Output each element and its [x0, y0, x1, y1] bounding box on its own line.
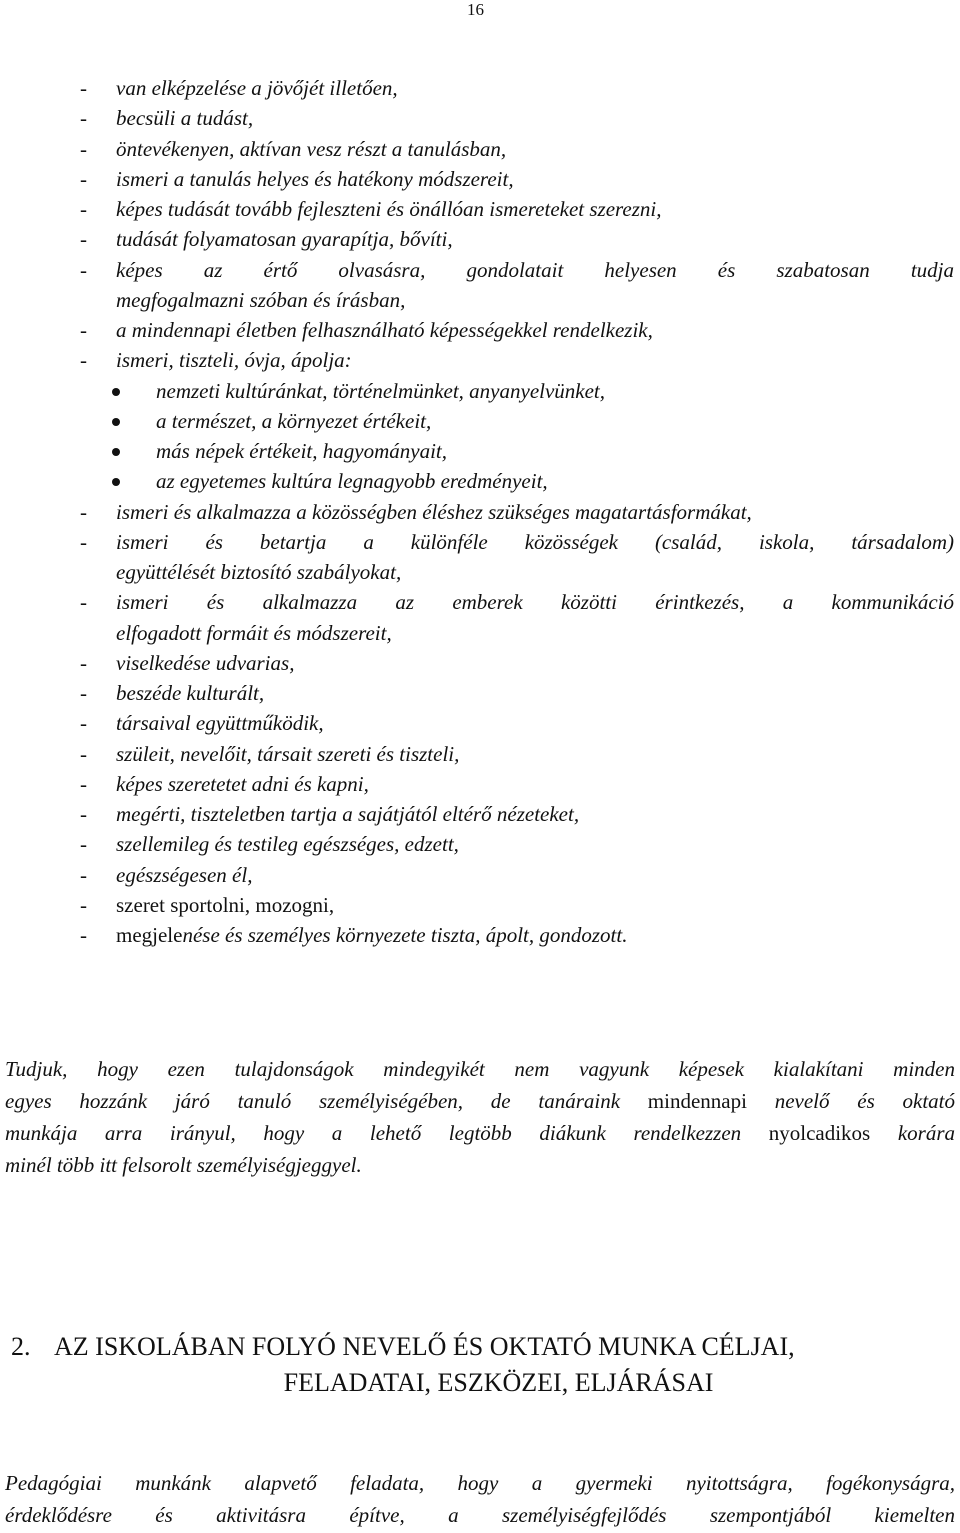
dash-marker: - — [80, 771, 87, 796]
paragraph-line — [5, 1053, 955, 1085]
paragraph-line-text: minél több itt felsorolt személyiségjeggyel. — [5, 1153, 362, 1177]
list-item-text: társaival együttműködik, — [116, 711, 324, 736]
list-item-text: szeret sportolni, mozogni, — [116, 892, 335, 917]
intro-paragraph — [5, 1467, 955, 1531]
list-item-text: öntevékenyen, aktívan vesz részt a tanulásban, — [116, 136, 507, 161]
list-item-text: a mindennapi életben felhasználható képességekkel rendelkezik, — [116, 318, 653, 342]
list-item — [0, 769, 960, 799]
list-item — [0, 164, 960, 194]
list-item-text: elfogadott formáit és módszereit, — [116, 620, 392, 645]
list-item — [0, 890, 960, 920]
bullet-item-text: az egyetemes kultúra legnagyobb eredményeit, — [156, 469, 548, 494]
paragraph-line: érdeklődésre és aktivitásra építve, a személyiségfejlődés szempontjából kiemelten — [5, 1503, 955, 1527]
bullet-item-text: más népek értékeit, hagyományait, — [156, 439, 447, 463]
dash-marker: - — [80, 166, 87, 191]
list-item-text: képes tudását tovább fejleszteni és önállóan ismereteket szerezni, — [116, 197, 662, 221]
list-item-text: szüleit, nevelőit, társait szereti és tiszteli, — [116, 741, 460, 766]
dash-marker: - — [80, 832, 87, 857]
summary-paragraph — [5, 1053, 955, 1181]
list-item-text: ismeri és alkalmazza az emberek közötti érintkezés, a kommunikáció — [116, 590, 954, 615]
bullet-icon — [112, 448, 120, 456]
list-item — [0, 708, 960, 738]
dash-marker: - — [80, 892, 87, 917]
paragraph-line-text: Tudjuk, hogy ezen tulajdonságok mindegyikét nem vagyunk képesek kialakítani minden — [5, 1057, 955, 1081]
list-item — [0, 648, 960, 678]
list-item-text: szellemileg és testileg egészséges, edzett, — [116, 832, 459, 857]
bullet-item-text: nemzeti kultúránkat, történelmünket, anyanyelvünket, — [156, 378, 606, 403]
paragraph-line-text: munkája arra irányul, hogy a lehető legtöbb diákunk rendelkezzen — [5, 1121, 769, 1145]
list-item — [0, 134, 960, 164]
dash-marker: - — [80, 76, 87, 100]
dash-marker: - — [80, 923, 87, 947]
paragraph-line-upright: nyolcadikos — [768, 1121, 871, 1145]
bullet-icon — [112, 478, 120, 486]
list-item-text — [116, 920, 954, 950]
list-item-text: együttélését biztosító szabályokat, — [116, 560, 402, 584]
list-item — [0, 255, 960, 285]
paragraph-line — [5, 1117, 955, 1149]
dash-marker: - — [80, 499, 87, 524]
page-number: 16 — [467, 0, 484, 19]
dash-marker: - — [80, 802, 87, 826]
paragraph-line: Pedagógiai munkánk alapvető feladata, hogy a gyermeki nyitottságra, fogékonyságra, — [5, 1471, 955, 1495]
list-item-text: beszéde kulturált, — [116, 681, 265, 705]
bullet-item — [0, 466, 960, 496]
bullet-icon — [112, 418, 120, 426]
list-item — [0, 587, 960, 617]
list-item-continuation — [0, 557, 960, 587]
list-item — [0, 860, 960, 890]
paragraph-line-text: korára — [870, 1121, 955, 1145]
list-item — [0, 829, 960, 859]
list-item-text-upright-part: megjele — [116, 923, 183, 947]
list-item — [0, 103, 960, 133]
list-item — [0, 345, 960, 375]
list-item-continuation — [0, 285, 960, 315]
dash-marker: - — [80, 741, 87, 766]
dash-marker: - — [80, 529, 87, 554]
list-item-text: van elképzelése a jövőjét illetően, — [116, 76, 398, 100]
dash-marker: - — [80, 862, 87, 887]
paragraph-line-upright: mindennapi — [647, 1089, 747, 1113]
trait-list — [0, 73, 960, 950]
bullet-item — [0, 406, 960, 436]
list-item — [0, 315, 960, 345]
list-item — [0, 799, 960, 829]
dash-marker: - — [80, 348, 87, 373]
dash-marker: - — [80, 650, 87, 675]
bullet-item-text: a természet, a környezet értékeit, — [156, 408, 432, 433]
dash-marker: - — [80, 681, 87, 705]
list-item-text: megérti, tiszteletben tartja a sajátjától eltérő nézeteket, — [116, 802, 580, 826]
bullet-item — [0, 436, 960, 466]
dash-marker: - — [80, 318, 87, 342]
list-item — [0, 920, 960, 950]
dash-marker: - — [80, 590, 87, 615]
list-item-text: viselkedése udvarias, — [116, 650, 295, 675]
list-item-text: ismeri és betartja a különféle közösségek (család, iskola, társadalom) — [116, 529, 954, 554]
dash-marker: - — [80, 257, 87, 282]
list-item-text: ismeri, tiszteli, óvja, ápolja: — [116, 348, 352, 373]
heading-title-line-1: AZ ISKOLÁBAN FOLYÓ NEVELŐ ÉS OKTATÓ MUNKA CÉLJAI, — [54, 1332, 795, 1361]
bullet-item — [0, 376, 960, 406]
list-item-text-italic-part: nése és személyes környezete tiszta, ápolt, gondozott. — [182, 923, 628, 947]
list-item-continuation — [0, 618, 960, 648]
dash-marker: - — [80, 136, 87, 161]
list-item — [0, 678, 960, 708]
dash-marker: - — [80, 106, 87, 131]
list-item-text: képes szeretetet adni és kapni, — [116, 771, 369, 796]
list-item — [0, 739, 960, 769]
list-item — [0, 527, 960, 557]
list-item — [0, 224, 960, 254]
list-item-text: egészségesen él, — [116, 862, 253, 887]
dash-marker: - — [80, 227, 87, 252]
paragraph-line — [5, 1149, 955, 1181]
dash-marker: - — [80, 197, 87, 221]
list-item — [0, 497, 960, 527]
list-item-text: képes az értő olvasásra, gondolatait helyesen és szabatosan tudja — [116, 257, 954, 282]
heading-title-line-2: FELADATAI, ESZKÖZEI, ELJÁRÁSAI — [283, 1368, 714, 1397]
list-item-text: ismeri és alkalmazza a közösségben éléshez szükséges magatartásformákat, — [116, 499, 752, 524]
heading-number: 2. — [11, 1332, 31, 1361]
list-item-text: tudását folyamatosan gyarapítja, bővíti, — [116, 227, 453, 252]
list-item-text: megfogalmazni szóban és írásban, — [116, 287, 406, 312]
list-item-text: becsüli a tudást, — [116, 106, 254, 131]
list-item — [0, 194, 960, 224]
list-item-text: ismeri a tanulás helyes és hatékony módszereit, — [116, 166, 514, 191]
paragraph-line — [5, 1085, 955, 1117]
paragraph-line-text: nevelő és oktató — [746, 1089, 955, 1113]
paragraph-line-text: egyes hozzánk járó tanuló személyiségében, de tanáraink — [5, 1089, 648, 1113]
dash-marker: - — [80, 711, 87, 736]
bullet-icon — [112, 388, 120, 396]
list-item — [0, 73, 960, 103]
